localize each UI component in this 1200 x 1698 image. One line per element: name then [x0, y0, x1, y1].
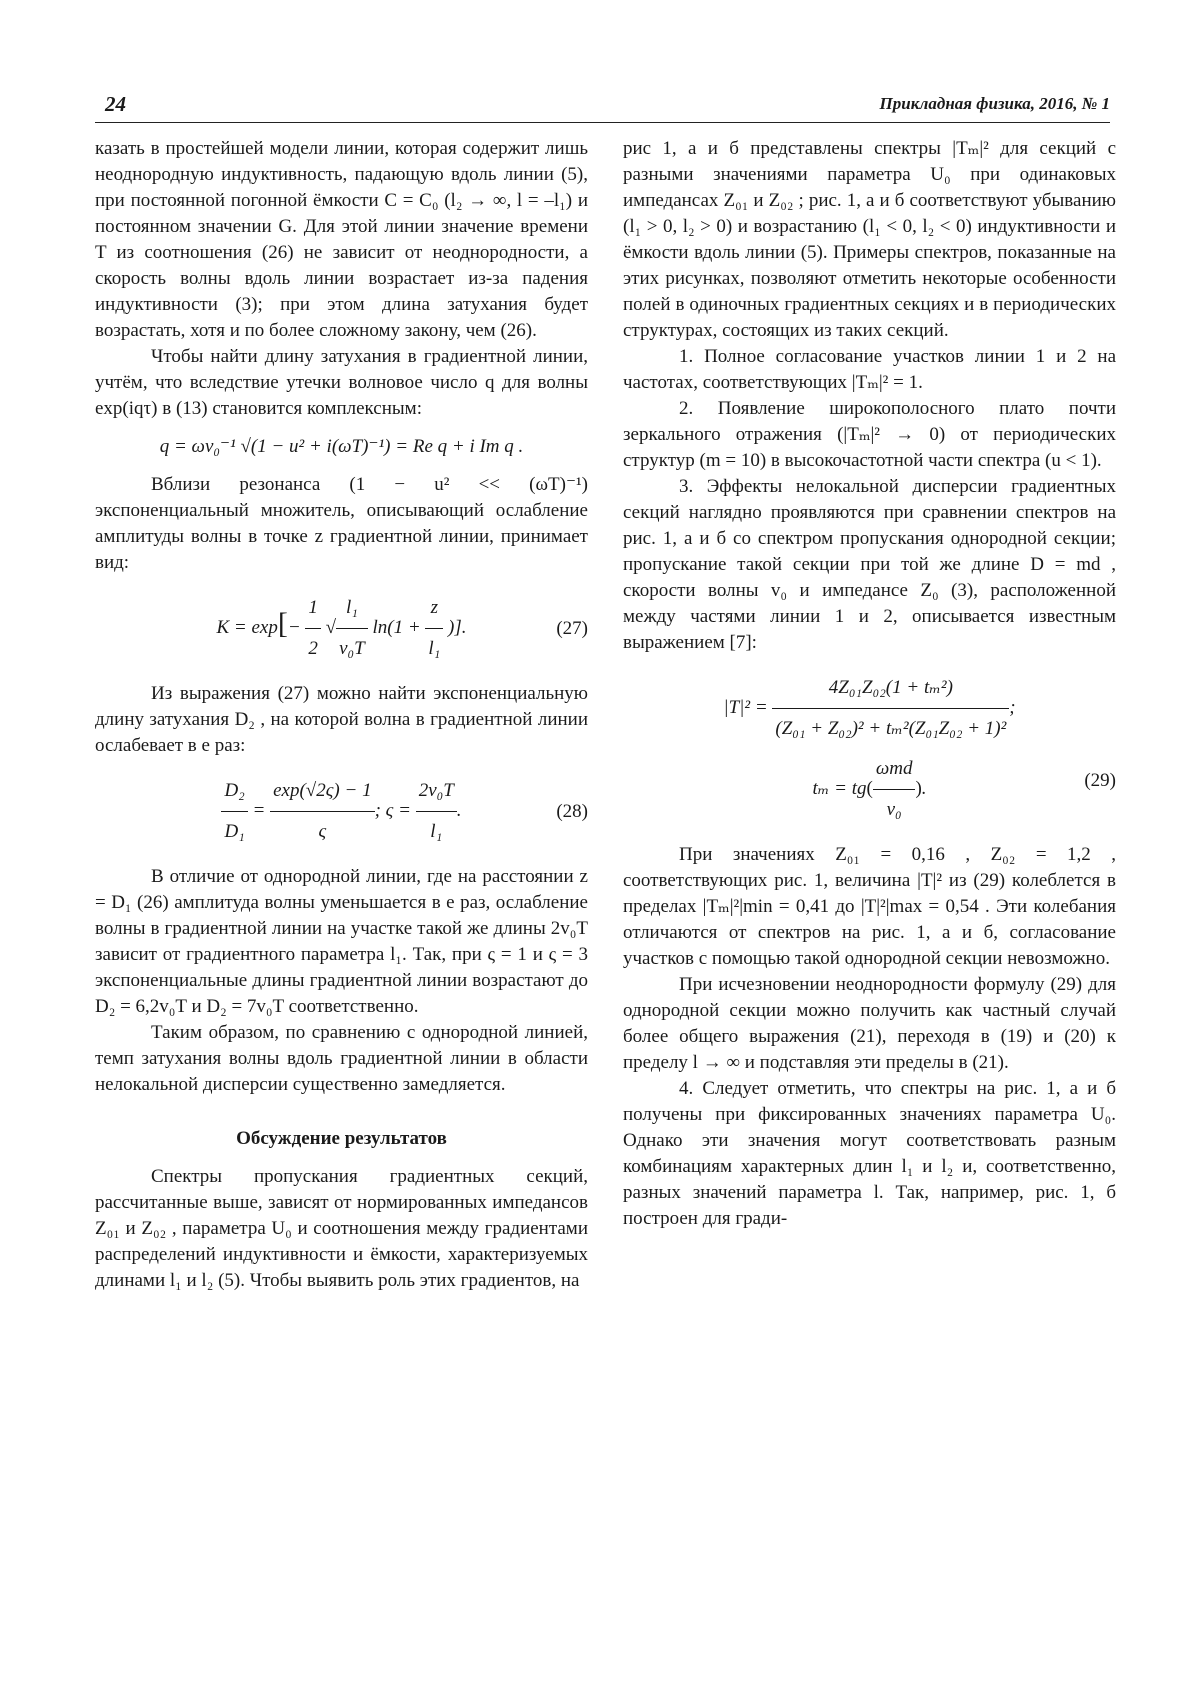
page-number: 24	[105, 92, 126, 116]
paragraph: Чтобы найти длину затухания в градиентной линии, учтём, что вследствие утечки волновое число q для волны exp(iqτ) в (13) становится комплексным:	[95, 346, 588, 419]
list-item: 4. Следует отметить, что спектры на рис. 1, а и б получены при фиксированных значениях параметра U₀. Однако эти значения могут соответствовать разным комбинациям характерных длин l₁ и l₂ и, соответственно, разных значений параметра l. Так, например, рис. 1, б построен для гради-	[623, 1078, 1116, 1229]
equation-q: q = ωv₀⁻¹ √(1 − u² + i(ωT)⁻¹) = Re q + i Im q .	[159, 436, 524, 457]
journal-title: Прикладная физика, 2016, № 1	[879, 94, 1110, 113]
equation-number: (28)	[556, 800, 588, 822]
left-column	[95, 136, 588, 1294]
equation-27: K = exp[− $\frac{1}{2}$ √ $\frac{\text{l₁}}{\text{v₀T}}$ ln(1 + $\frac{z}{\text{l₁}}$ )]. (27)	[95, 588, 588, 669]
paper-page	[95, 84, 1116, 1291]
paragraph: Из выражения (27) можно найти экспоненциальную длину затухания D₂ , на которой волна в градиентной линии ослабевает в e раз:	[95, 683, 588, 756]
page-header	[95, 84, 1110, 123]
paragraph: При значениях Z₀₁ = 0,16 , Z₀₂ = 1,2 , соответствующих рис. 1, величина |T|² из (29) колеблется в пределах |Tₘ|²|min = 0,41 до |T|²|max = 0,54 . Эти колебания отличаются от спектров на рис. 1, а и б, согласование участков с помощью такой однородной секции невозможно.	[623, 844, 1116, 969]
equation-number: (27)	[556, 617, 588, 639]
paragraph: рис 1, а и б представлены спектры |Tₘ|² для секций с разными значениями параметра U₀ при одинаковых импедансах Z₀₁ и Z₀₂ ; рис. 1, а и б соответствуют убыванию (l₁ > 0, l₂ > 0) и возрастанию (l₁ < 0, l₂ < 0) индуктивности и ёмкости вдоль линии (5). Примеры спектров, показанные на этих рисунках, позволяют отметить некоторые особенности полей в одиночных градиентных секциях и в периодических структурах, состоящих из таких секций.	[623, 138, 1116, 341]
section-heading: Обсуждение результатов	[236, 1128, 447, 1149]
paragraph: Таким образом, по сравнению с однородной линией, темп затухания волны вдоль градиентной линии в области нелокальной дисперсии существенно замедляется.	[95, 1022, 588, 1095]
paragraph: казать в простейшей модели линии, которая содержит лишь неоднородную индуктивность, падающую вдоль линии (5), при постоянной погонной ёмкости C = C₀ (l₂ → ∞, l = –l₁) и постоянном значении G. Для этой линии значение времени T из соотношения (26) не зависит от неоднородности, а скорость волны вдоль линии возрастает из-за падения индуктивности (3); при этом длина затухания будет возрастать, хотя и по более сложному закону, чем (26).	[95, 138, 588, 341]
list-item: 3. Эффекты нелокальной дисперсии градиентных секций наглядно проявляются при сравнении спектров на рис. 1, а и б со спектром пропускания однородной секции; пропускание такой секции при той же длине D = md , скорости волны v₀ и импедансе Z₀ (3), расположенной между частями линии 1 и 2, описывается известным выражением [7]:	[623, 476, 1116, 653]
list-item: 1. Полное согласование участков линии 1 и 2 на частотах, соответствующих |Tₘ|² = 1.	[623, 346, 1116, 393]
paragraph: Спектры пропускания градиентных секций, рассчитанные выше, зависят от нормированных импедансов Z₀₁ и Z₀₂ , параметра U₀ и соотношения между градиентами распределений индуктивности и ёмкости, характеризуемых длинами l₁ и l₂ (5). Чтобы выявить роль этих градиентов, на	[95, 1166, 588, 1291]
equation-number: (29)	[1084, 770, 1116, 792]
paragraph: Вблизи резонанса (1 − u² << (ωT)⁻¹) экспоненциальный множитель, описывающий ослабление амплитуды волны в точке z градиентной линии, принимает вид:	[95, 474, 588, 573]
paragraph: В отличие от однородной линии, где на расстоянии z = D₁ (26) амплитуда волны уменьшается в e раз, ослабление волны в градиентной линии на участке такой же длины 2v₀T зависит от градиентного параметра l₁. Так, при ς = 1 и ς = 3 экспоненциальные длины градиентной линии возрастают до D₂ = 6,2v₀T и D₂ = 7v₀T соответственно.	[95, 866, 588, 1017]
right-column	[623, 136, 1116, 1232]
equation-28: $\frac{\text{D₂}}{\text{D₁}}$ = $\frac{\exp(√2\varsigma) - 1}{\varsigma}$ ; ς = $\frac{\text{2v₀T}}{\text{l₁}}$ . (28)	[95, 771, 588, 852]
list-item: 2. Появление широкополосного плато почти зеркального отражения (|Tₘ|² → 0) от периодических структур (m = 10) в высокочастотной части спектра (u < 1).	[623, 398, 1116, 471]
equation-29: |T|² = $\frac{\text{4Z₀₁Z₀₂(1 + tₘ²)}}{\text{(Z₀₁ + Z₀₂)² + tₘ²(Z₀₁Z₀₂ + 1)²}}$ ; tₘ = tg( $\frac{\text{ωmd}}{\text{v₀}}$ ). (29)	[623, 668, 1116, 830]
paragraph: При исчезновении неоднородности формулу (29) для однородной секции можно получить как частный случай более общего выражения (21), переходя в (19) и (20) к пределу l → ∞ и подставляя эти пределы в (21).	[623, 974, 1116, 1073]
